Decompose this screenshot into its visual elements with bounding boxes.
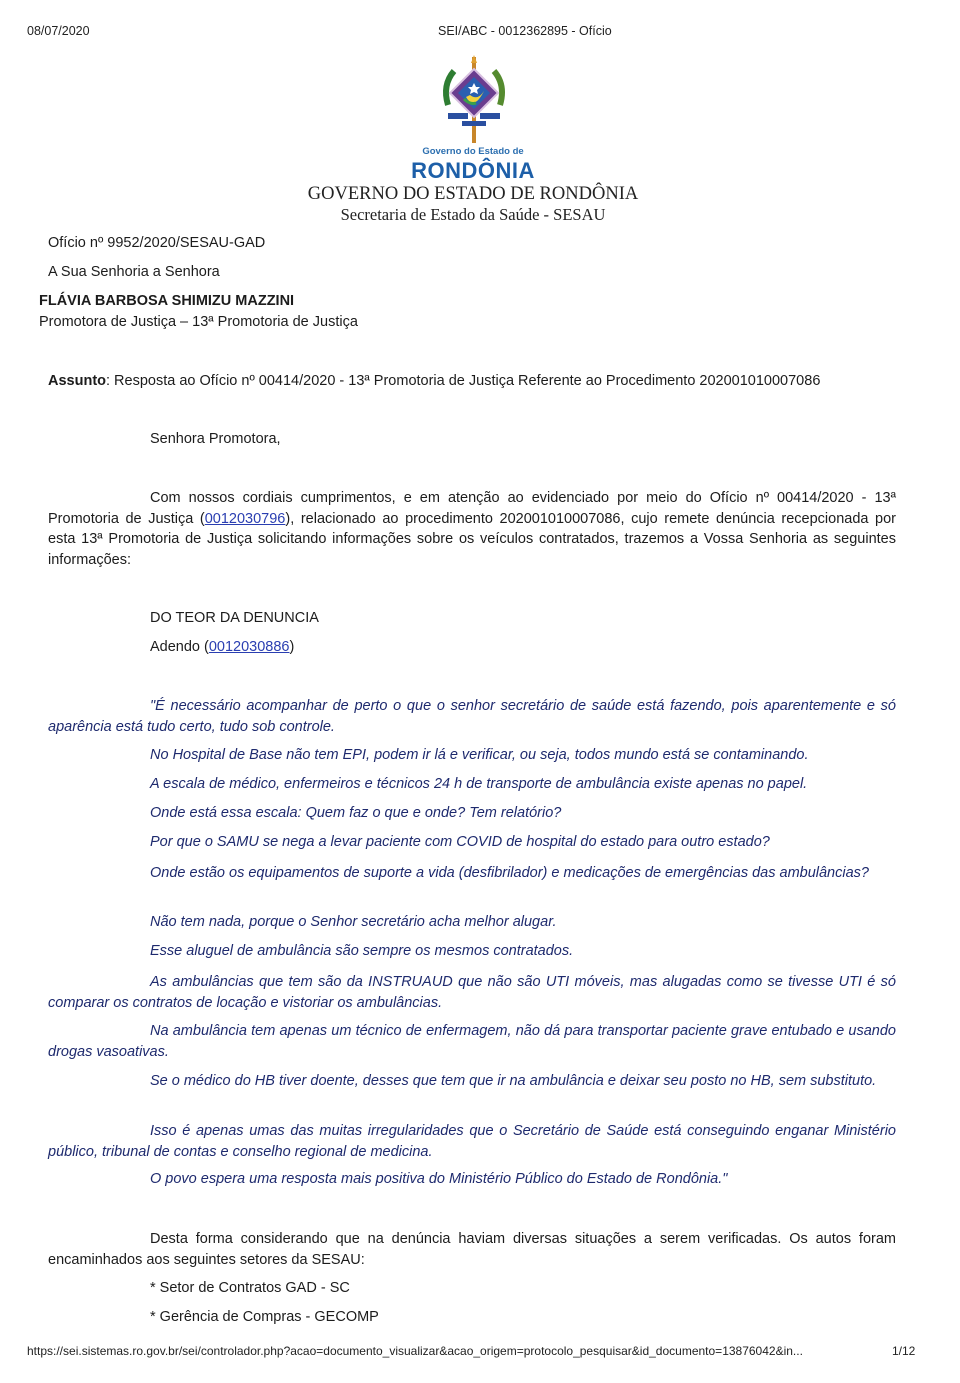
oficio-number: Ofício nº 9952/2020/SESAU-GAD [48,235,266,251]
subject-label: Assunto [48,373,106,389]
print-date: 08/07/2020 [27,24,90,38]
sector-item: * Setor de Contratos GAD - SC [150,1280,350,1296]
quote-paragraph: No Hospital de Base não tem EPI, podem ir lá e verificar, ou seja, todos mundo está se contaminando. [150,747,809,763]
subject-text: : Resposta ao Ofício nº 00414/2020 - 13ª Promotoria de Justiça Referente ao Procedimento 202001010007086 [106,373,821,389]
document-link-0012030796[interactable]: 0012030796 [204,510,286,527]
quote-paragraph: Por que o SAMU se nega a levar paciente com COVID de hospital do estado para outro estado? [150,834,770,850]
print-header [0,24,960,40]
quote-paragraph: Onde estão os equipamentos de suporte a vida (desfibrilador) e medicações de emergências das ambulâncias? [150,865,869,881]
recipient-role: Promotora de Justiça – 13ª Promotoria de Justiça [39,314,358,330]
gov-label-state: RONDÔNIA [411,158,535,183]
quote-paragraph: Na ambulância tem apenas um técnico de enfermagem, não dá para transportar paciente grave entubado e usando drogas vasoativas. [48,1023,896,1060]
recipient-name: FLÁVIA BARBOSA SHIMIZU MAZZINI [39,293,295,309]
quote-paragraph: Isso é apenas umas das muitas irregularidades que o Secretário de Saúde está conseguindo enganar Ministério público, tribunal de contas e conselho regional de medicina. [48,1123,896,1160]
greeting: Senhora Promotora, [150,431,281,447]
print-doc-title: SEI/ABC - 0012362895 - Ofício [438,24,612,38]
addendum-line: Adendo (0012030886) [150,639,295,655]
quote-paragraph: "É necessário acompanhar de perto o que o senhor secretário de saúde está fazendo, pois aparentemente e só aparência está tudo certo, tudo sob controle. [48,698,896,735]
salutation-to: A Sua Senhoria a Senhora [48,264,220,280]
gov-label-small: Governo do Estado de [422,146,524,157]
quote-paragraph: Não tem nada, porque o Senhor secretário acha melhor alugar. [150,914,557,930]
sector-item: * Gerência de Compras - GECOMP [150,1309,379,1325]
quote-paragraph: A escala de médico, enfermeiros e técnicos 24 h de transporte de ambulância existe apenas no papel. [150,776,808,792]
conclusion-paragraph: Desta forma considerando que na denúncia haviam diversas situações a serem verificadas. Os autos foram encaminhados aos seguintes setores da SESAU: [48,1231,896,1268]
page-number: 1/12 [892,1344,916,1358]
letterhead-line-1: GOVERNO DO ESTADO DE RONDÔNIA [307,184,639,204]
print-footer [27,1344,916,1358]
section-title: DO TEOR DA DENUNCIA [150,610,319,626]
document-link-0012030886[interactable]: 0012030886 [208,639,290,655]
quote-paragraph: O povo espera uma resposta mais positiva do Ministério Público do Estado de Rondônia." [150,1171,728,1187]
subject-line [48,373,820,389]
rondonia-coat-of-arms-icon [436,55,512,145]
print-url: https://sei.sistemas.ro.gov.br/sei/controlador.php?acao=documento_visualizar&acao_origem=protocolo_pesquisar&id_documento=13876042&in... [27,1344,803,1358]
quote-paragraph: Onde está essa escala: Quem faz o que e onde? Tem relatório? [150,805,562,821]
quote-paragraph: Esse aluguel de ambulância são sempre os mesmos contratados. [150,943,574,959]
quote-paragraph: As ambulâncias que tem são da INSTRUAUD que não são UTI móveis, mas alugadas como se tivesse UTI é só comparar os contratos de locação e vistoriar os ambulâncias. [48,974,896,1011]
letterhead-line-2: Secretaria de Estado da Saúde - SESAU [340,205,606,224]
quote-paragraph: Se o médico do HB tiver doente, desses que tem que ir na ambulância e deixar seu posto no HB, sem substituto. [150,1073,877,1089]
intro-paragraph: Com nossos cordiais cumprimentos, e em atenção ao evidenciado por meio do Ofício nº 00414/2020 - 13ª Promotoria de Justiça (0012030796), relacionado ao procedimento 202001010007086, cujo remete denúncia recepcionada por esta 13ª Promotoria de Justiça solicitando informações sobre os veículos contratados, trazemos a Vossa Senhoria as seguintes informações: [48,490,896,568]
